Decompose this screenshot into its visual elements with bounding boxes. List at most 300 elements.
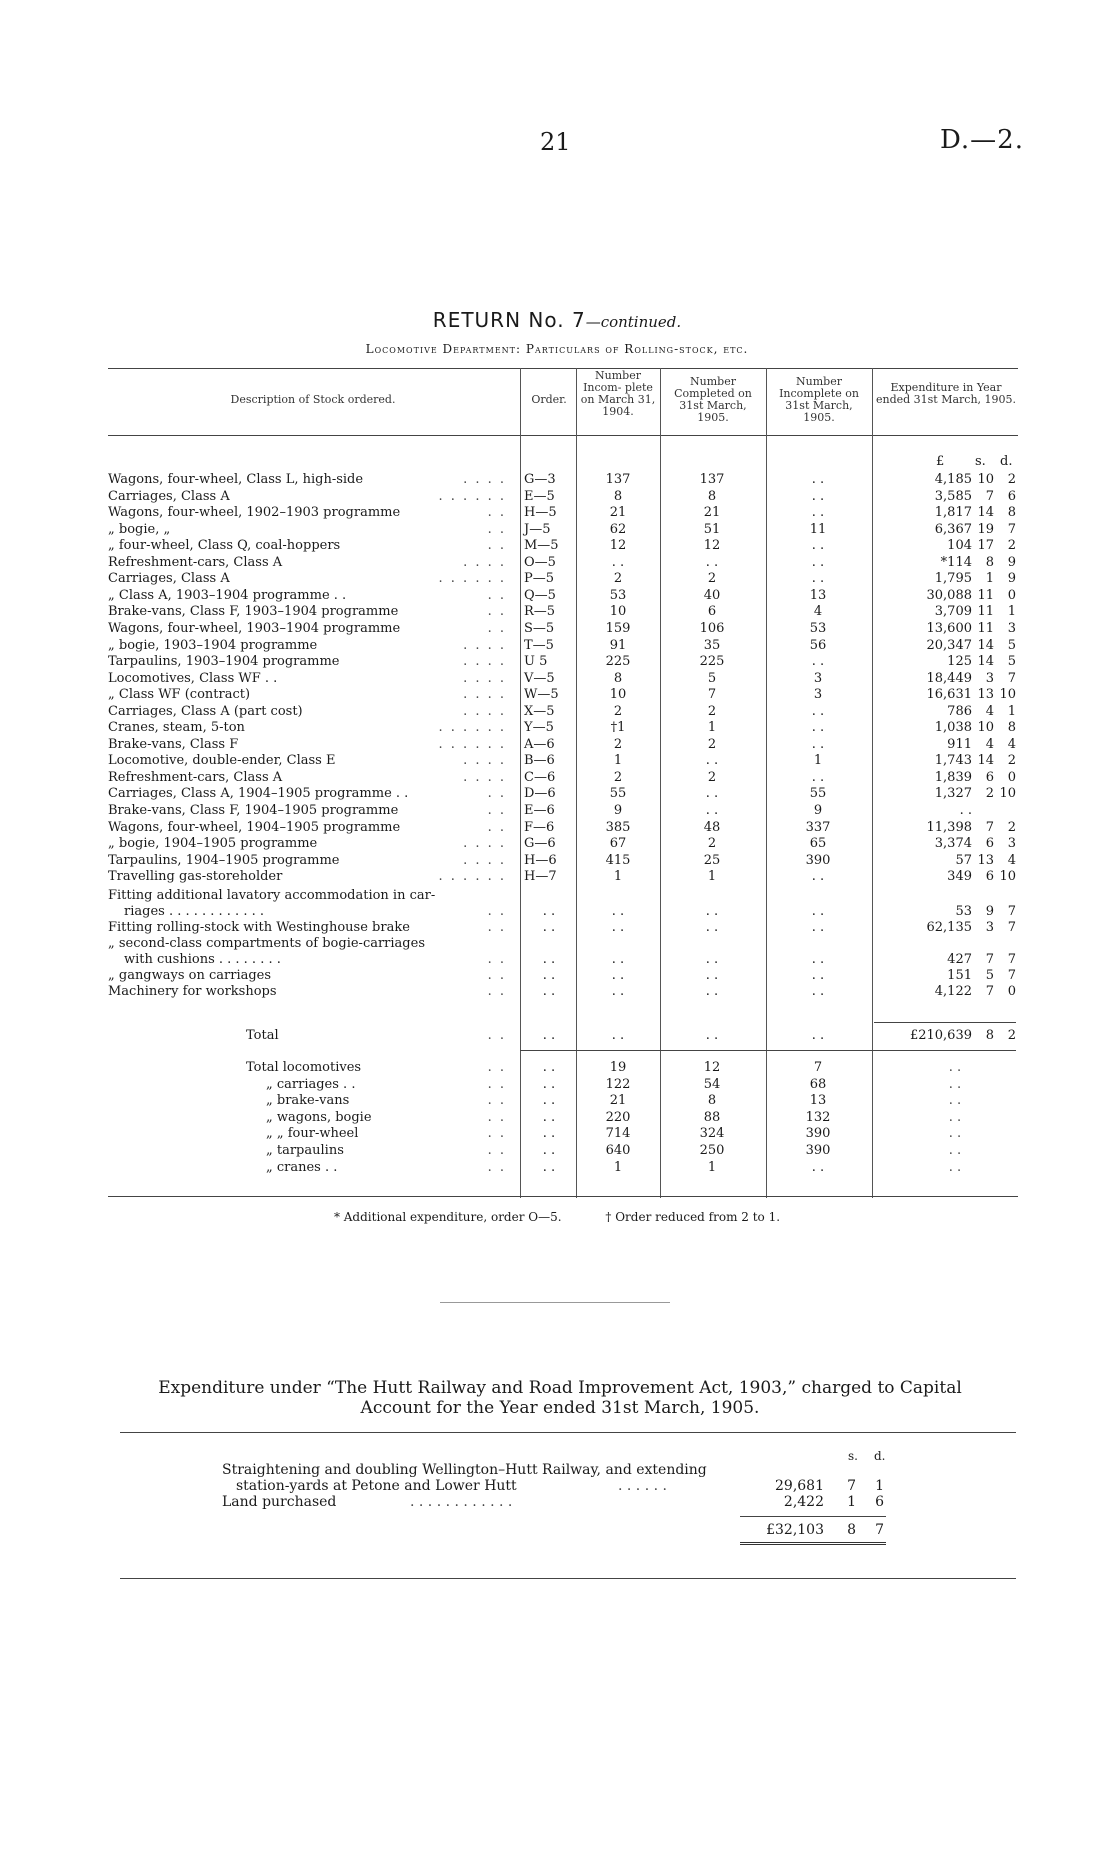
- cell-incomplete-1904: 9: [613, 803, 623, 818]
- cell-completed: 6: [707, 604, 717, 620]
- cell-order: H—7: [524, 869, 557, 885]
- cell-pounds: . .: [959, 803, 972, 818]
- cell-description-continued: with cushions . . . . . . . .: [124, 952, 281, 967]
- leader-dots: . .: [487, 803, 506, 818]
- cell-incomplete-1904: 55: [609, 786, 627, 802]
- table-row: [0, 704, 1114, 720]
- cell-completed: 40: [703, 587, 721, 603]
- table-row: [0, 621, 1114, 637]
- cell-incomplete-1904: 122: [605, 1076, 631, 1092]
- cell-incomplete-1905: 7: [813, 1060, 823, 1075]
- cell-order: . .: [542, 952, 556, 967]
- cell-completed: 88: [703, 1109, 721, 1125]
- column-header-order: Order.: [531, 393, 567, 406]
- cell-completed: . .: [705, 753, 719, 769]
- cell-order: G—3: [524, 472, 556, 487]
- table-row: [0, 853, 1114, 869]
- cell-incomplete-1904: 2: [613, 571, 623, 587]
- total-shillings: 8: [985, 1028, 994, 1043]
- currency-header-row: [0, 454, 1114, 470]
- cell-incomplete-1905: 132: [805, 1109, 831, 1125]
- cell-pence: 10: [999, 687, 1016, 703]
- cell-completed: 225: [699, 654, 725, 670]
- cell-incomplete-1904: 220: [605, 1109, 631, 1125]
- cell-order: P—5: [524, 571, 555, 587]
- cell-pounds: 4,122: [934, 984, 972, 999]
- cell-order: . .: [542, 984, 556, 999]
- cell-incomplete-1905: . .: [811, 703, 825, 719]
- leader-dots: . .: [487, 587, 506, 603]
- cell-incomplete-1905: . .: [811, 720, 825, 736]
- exp-total-pounds: £32,103: [766, 1522, 824, 1538]
- expenditure-title-line2: Account for the Year ended 31st March, 1905.: [360, 1398, 760, 1418]
- cell-pounds: 53: [955, 904, 972, 919]
- table-row: [0, 920, 1114, 936]
- cell-incomplete-1905: 13: [809, 1093, 827, 1109]
- totals-label: „ carriages . .: [266, 1076, 356, 1092]
- cell-pence: 1: [1007, 703, 1016, 719]
- cell-pounds: 13,600: [926, 620, 972, 636]
- cell-incomplete-1905: 390: [805, 1143, 831, 1158]
- cell-incomplete-1904: . .: [611, 984, 625, 999]
- table-row: [0, 588, 1114, 604]
- cell-description: Wagons, four-wheel, 1902–1903 programme: [108, 505, 401, 521]
- exp-item2-pence: 6: [875, 1494, 884, 1510]
- leader-dots: . .: [487, 538, 506, 554]
- cell-description: Machinery for workshops: [108, 984, 277, 999]
- cell-pounds: 30,088: [926, 587, 972, 603]
- leader-dots: . . . .: [463, 687, 506, 703]
- cell-pence: 7: [1007, 968, 1016, 983]
- total-row: [0, 1028, 1114, 1044]
- cell-incomplete-1905: . .: [811, 488, 825, 504]
- cell-shillings: 14: [977, 654, 994, 670]
- cell-expenditure: . .: [948, 1093, 962, 1109]
- cell-description: Refreshment-cars, Class A: [108, 769, 283, 785]
- table-row: [0, 753, 1114, 769]
- cell-incomplete-1904: 8: [613, 670, 623, 686]
- leader-dots: . .: [487, 1060, 506, 1075]
- cell-completed: 8: [707, 488, 717, 504]
- cell-pence: 5: [1007, 654, 1016, 670]
- cell-description: Wagons, four-wheel, 1903–1904 programme: [108, 620, 401, 636]
- cell-order: . .: [542, 1028, 556, 1043]
- table-row: [0, 904, 1114, 920]
- cell-description: Carriages, Class A (part cost): [108, 703, 303, 719]
- cell-order: E—6: [524, 803, 555, 818]
- table-row: [0, 984, 1114, 1000]
- cell-expenditure: . .: [948, 1060, 962, 1075]
- cell-shillings: 5: [985, 968, 994, 983]
- totals-row: [0, 1126, 1114, 1142]
- cell-order: . .: [542, 1159, 556, 1175]
- table-row: [0, 968, 1114, 984]
- cell-description: Carriages, Class A: [108, 571, 230, 587]
- cell-order: V—5: [524, 670, 555, 686]
- cell-incomplete-1904: . .: [611, 952, 625, 967]
- expenditure-bottom-rule: [120, 1578, 1016, 1579]
- totals-label: „ brake-vans: [266, 1093, 350, 1109]
- cell-completed: . .: [705, 803, 719, 818]
- cell-description: „ gangways on carriages: [108, 968, 272, 983]
- cell-incomplete-1905: . .: [811, 736, 825, 752]
- cell-incomplete-1905: 13: [809, 587, 827, 603]
- table-row: [0, 803, 1114, 819]
- cell-shillings: 17: [977, 538, 994, 554]
- cell-shillings: 8: [985, 554, 994, 570]
- cell-order: X—5: [524, 703, 555, 719]
- cell-completed: 1: [707, 1159, 717, 1175]
- table-row: [0, 820, 1114, 836]
- cell-incomplete-1904: . .: [611, 554, 625, 570]
- exp-item1-pence: 1: [875, 1478, 884, 1494]
- pence-symbol: d.: [1000, 454, 1013, 469]
- cell-pounds: 11,398: [926, 819, 972, 835]
- cell-completed: 2: [707, 703, 717, 719]
- cell-pence: 10: [999, 869, 1016, 885]
- shillings-symbol: s.: [975, 454, 986, 469]
- cell-completed: 324: [699, 1126, 725, 1142]
- cell-incomplete-1905: 65: [809, 836, 827, 852]
- cell-shillings: 7: [985, 952, 994, 967]
- table-row: [0, 671, 1114, 687]
- cell-completed: . .: [705, 904, 719, 919]
- cell-incomplete-1905: . .: [811, 1028, 825, 1043]
- leader-dots: . .: [487, 920, 506, 935]
- cell-pence: 4: [1007, 852, 1016, 868]
- cell-completed: 25: [703, 852, 721, 868]
- cell-incomplete-1905: 9: [813, 803, 823, 818]
- cell-description: Wagons, four-wheel, Class L, high-side: [108, 472, 364, 487]
- leader-dots: . . . .: [463, 637, 506, 653]
- cell-pounds: 16,631: [926, 687, 972, 703]
- cell-incomplete-1904: 91: [609, 637, 627, 653]
- cell-order: R—5: [524, 604, 556, 620]
- cell-completed: 5: [707, 670, 717, 686]
- cell-shillings: 3: [985, 920, 994, 935]
- cell-completed: . .: [705, 786, 719, 802]
- table-row: [0, 720, 1114, 736]
- cell-completed: 106: [699, 620, 725, 636]
- cell-pence: 8: [1007, 505, 1016, 521]
- cell-completed: . .: [705, 968, 719, 983]
- table-top-rule: [108, 368, 1018, 369]
- cell-pence: 7: [1007, 920, 1016, 935]
- exp-col-s: s.: [848, 1449, 858, 1463]
- cell-pence: 9: [1007, 554, 1016, 570]
- cell-shillings: 11: [977, 587, 994, 603]
- cell-shillings: 7: [985, 819, 994, 835]
- cell-shillings: 13: [977, 852, 994, 868]
- cell-order: . .: [542, 1060, 556, 1075]
- table-row: [0, 555, 1114, 571]
- return-title-suffix: —continued.: [585, 313, 682, 331]
- table-row: [0, 538, 1114, 554]
- cell-incomplete-1904: 2: [613, 736, 623, 752]
- table-row: [0, 952, 1114, 968]
- cell-completed: 7: [707, 687, 717, 703]
- leader-dots: . . . . . . . . . . . .: [410, 1494, 513, 1510]
- leader-dots: . . . .: [463, 703, 506, 719]
- cell-shillings: 14: [977, 505, 994, 521]
- cell-completed: 2: [707, 836, 717, 852]
- cell-shillings: 13: [977, 687, 994, 703]
- exp-item2-pounds: 2,422: [783, 1494, 824, 1510]
- cell-incomplete-1905: 390: [805, 1126, 831, 1142]
- cell-pence: 6: [1007, 488, 1016, 504]
- cell-description: Carriages, Class A, 1904–1905 programme . .: [108, 786, 409, 802]
- cell-incomplete-1904: 1: [613, 753, 623, 769]
- cell-incomplete-1904: 21: [609, 1093, 627, 1109]
- cell-pounds: 4,185: [934, 472, 972, 487]
- expenditure-top-rule: [120, 1432, 1016, 1433]
- table-row: [0, 522, 1114, 538]
- cell-pounds: 1,795: [934, 571, 972, 587]
- cell-completed: 250: [699, 1143, 725, 1158]
- cell-incomplete-1905: . .: [811, 952, 825, 967]
- table-row: [0, 472, 1114, 488]
- cell-description: Brake-vans, Class F, 1904–1905 programme: [108, 803, 399, 818]
- cell-completed: 2: [707, 769, 717, 785]
- cell-expenditure: . .: [948, 1109, 962, 1125]
- cell-pounds: 1,839: [934, 769, 972, 785]
- exp-col-d: d.: [874, 1449, 886, 1463]
- cell-completed: 21: [703, 505, 721, 521]
- cell-order: . .: [542, 1093, 556, 1109]
- cell-description: Brake-vans, Class F, 1903–1904 programme: [108, 604, 399, 620]
- exp-item2-label: Land purchased: [222, 1494, 337, 1510]
- cell-incomplete-1904: 2: [613, 769, 623, 785]
- column-header-completed: Number Completed on 31st March, 1905.: [674, 375, 752, 424]
- cell-expenditure: . .: [948, 1143, 962, 1158]
- cell-pounds: 3,374: [934, 836, 972, 852]
- cell-shillings: 7: [985, 488, 994, 504]
- leader-dots: . .: [487, 1076, 506, 1092]
- cell-incomplete-1904: 159: [605, 620, 631, 636]
- totals-rule: [520, 1050, 1016, 1051]
- cell-shillings: 6: [985, 769, 994, 785]
- cell-pounds: 1,327: [934, 786, 972, 802]
- cell-order: . .: [542, 904, 556, 919]
- cell-incomplete-1904: †1: [610, 720, 626, 736]
- leader-dots: . . . .: [463, 670, 506, 686]
- cell-shillings: 11: [977, 620, 994, 636]
- cell-incomplete-1904: 714: [605, 1126, 631, 1142]
- column-header-description: Description of Stock ordered.: [230, 393, 396, 406]
- table-row: [0, 489, 1114, 505]
- cell-pence: 2: [1007, 753, 1016, 769]
- totals-label: „ cranes . .: [266, 1159, 338, 1175]
- leader-dots: . . . .: [463, 852, 506, 868]
- cell-order: . .: [542, 920, 556, 935]
- exp-item2-shillings: 1: [847, 1494, 856, 1510]
- cell-order: Q—5: [524, 587, 556, 603]
- header-bottom-rule: [108, 435, 1018, 436]
- cell-shillings: 2: [985, 786, 994, 802]
- cell-pounds: 1,817: [934, 505, 972, 521]
- separator: [440, 1302, 670, 1303]
- cell-description: Fitting additional lavatory accommodation in car-: [108, 888, 436, 903]
- leader-dots: . . . . . .: [618, 1478, 667, 1494]
- leader-dots: . . . . . .: [438, 571, 506, 587]
- cell-order: J—5: [524, 521, 551, 537]
- cell-description: Wagons, four-wheel, 1904–1905 programme: [108, 819, 401, 835]
- cell-completed: 8: [707, 1093, 717, 1109]
- expenditure-title: [110, 1378, 1010, 1418]
- cell-description: Cranes, steam, 5-ton: [108, 720, 245, 736]
- column-header-incomplete-1905: Number Incomplete on 31st March, 1905.: [779, 375, 859, 424]
- totals-row: [0, 1060, 1114, 1076]
- table-row: [0, 571, 1114, 587]
- leader-dots: . .: [487, 505, 506, 521]
- department-subtitle: Locomotive Department: Particulars of Rolling-stock, etc.: [365, 342, 749, 356]
- cell-incomplete-1904: 62: [609, 521, 627, 537]
- cell-shillings: 1: [985, 571, 994, 587]
- column-header-expenditure: Expenditure in Year ended 31st March, 1905.: [875, 381, 1017, 406]
- leader-dots: . . . . . .: [438, 736, 506, 752]
- leader-dots: . .: [487, 904, 506, 919]
- cell-incomplete-1904: . .: [611, 920, 625, 935]
- leader-dots: . .: [487, 984, 506, 999]
- column-header-incomplete-1904: Number Incom- plete on March 31, 1904.: [580, 369, 656, 418]
- leader-dots: . . . .: [463, 769, 506, 785]
- return-title-main: RETURN No. 7: [432, 308, 586, 332]
- leader-dots: . .: [487, 1143, 506, 1158]
- cell-shillings: 6: [985, 836, 994, 852]
- cell-pounds: 349: [947, 869, 972, 885]
- cell-description: „ Class A, 1903–1904 programme . .: [108, 587, 347, 603]
- cell-description: „ second-class compartments of bogie-carriages: [108, 936, 425, 951]
- cell-incomplete-1905: 390: [805, 852, 831, 868]
- table-row: [0, 786, 1114, 802]
- totals-row: [0, 1077, 1114, 1093]
- leader-dots: . .: [487, 968, 506, 983]
- cell-description: Travelling gas-storeholder: [108, 869, 283, 885]
- footnotes: [0, 1210, 1114, 1224]
- exp-item1-pounds: 29,681: [775, 1478, 824, 1494]
- cell-pence: 8: [1007, 720, 1016, 736]
- leader-dots: . .: [487, 620, 506, 636]
- cell-pounds: 151: [947, 968, 972, 983]
- cell-description: Tarpaulins, 1904–1905 programme: [108, 852, 340, 868]
- pound-symbol: £: [936, 454, 945, 469]
- cell-pounds: 62,135: [926, 920, 972, 935]
- cell-shillings: 6: [985, 869, 994, 885]
- cell-order: S—5: [524, 620, 555, 636]
- leader-dots: . .: [487, 1093, 506, 1109]
- cell-pence: 3: [1007, 620, 1016, 636]
- cell-description: „ Class WF (contract): [108, 687, 251, 703]
- totals-label: Total locomotives: [246, 1060, 362, 1075]
- leader-dots: . .: [487, 1126, 506, 1142]
- cell-order: . .: [542, 1076, 556, 1092]
- table-row: [0, 638, 1114, 654]
- cell-order: B—6: [524, 753, 555, 769]
- cell-completed: 35: [703, 637, 721, 653]
- cell-incomplete-1904: 19: [609, 1060, 627, 1075]
- cell-description: Fitting rolling-stock with Westinghouse brake: [108, 920, 410, 935]
- cell-shillings: 19: [977, 521, 994, 537]
- cell-incomplete-1905: 68: [809, 1076, 827, 1092]
- cell-incomplete-1904: 10: [609, 604, 627, 620]
- table-bottom-rule: [108, 1196, 1018, 1197]
- cell-incomplete-1904: 640: [605, 1143, 631, 1158]
- cell-incomplete-1904: 8: [613, 488, 623, 504]
- leader-dots: . . . .: [463, 554, 506, 570]
- cell-order: E—5: [524, 488, 555, 504]
- table-row: [0, 936, 1114, 952]
- cell-completed: . .: [705, 984, 719, 999]
- cell-incomplete-1904: 12: [609, 538, 627, 554]
- cell-description: Tarpaulins, 1903–1904 programme: [108, 654, 340, 670]
- totals-row: [0, 1160, 1114, 1176]
- cell-pence: 2: [1007, 819, 1016, 835]
- cell-description: „ bogie, „: [108, 521, 171, 537]
- cell-description: Refreshment-cars, Class A: [108, 554, 283, 570]
- leader-dots: . . . . . .: [438, 720, 506, 736]
- cell-description: Carriages, Class A: [108, 488, 230, 504]
- cell-incomplete-1904: 53: [609, 587, 627, 603]
- cell-pounds: 786: [947, 703, 972, 719]
- cell-expenditure: . .: [948, 1076, 962, 1092]
- table-row: [0, 737, 1114, 753]
- cell-incomplete-1905: . .: [811, 538, 825, 554]
- cell-completed: 2: [707, 571, 717, 587]
- cell-order: T—5: [524, 637, 554, 653]
- cell-incomplete-1905: . .: [811, 554, 825, 570]
- cell-pounds: 18,449: [926, 670, 972, 686]
- table-row: [0, 654, 1114, 670]
- cell-incomplete-1905: 55: [809, 786, 827, 802]
- cell-pence: 7: [1007, 521, 1016, 537]
- cell-incomplete-1904: 225: [605, 654, 631, 670]
- cell-order: O—5: [524, 554, 556, 570]
- leader-dots: . .: [487, 786, 506, 802]
- totals-row: [0, 1110, 1114, 1126]
- totals-label: „ „ four-wheel: [266, 1126, 359, 1142]
- cell-shillings: 10: [977, 472, 994, 487]
- return-title: [0, 308, 1114, 332]
- cell-incomplete-1905: . .: [811, 769, 825, 785]
- cell-description-continued: riages . . . . . . . . . . . .: [124, 904, 264, 919]
- cell-pounds: *114: [940, 554, 972, 570]
- cell-order: F—6: [524, 819, 555, 835]
- cell-incomplete-1904: 415: [605, 852, 631, 868]
- cell-completed: . .: [705, 1028, 719, 1043]
- cell-pounds: 20,347: [926, 637, 972, 653]
- cell-pence: 3: [1007, 836, 1016, 852]
- table-row: [0, 888, 1114, 904]
- leader-dots: . .: [487, 952, 506, 967]
- cell-incomplete-1904: 385: [605, 819, 631, 835]
- exp-total-pence: 7: [875, 1522, 884, 1538]
- leader-dots: . . . .: [463, 472, 506, 487]
- cell-pence: 7: [1007, 670, 1016, 686]
- cell-pounds: 1,038: [934, 720, 972, 736]
- leader-dots: . .: [487, 1159, 506, 1175]
- document-reference: D.—2.: [940, 125, 1024, 155]
- footnote-order-reduced: † Order reduced from 2 to 1.: [605, 1210, 781, 1224]
- leader-dots: . .: [487, 1028, 506, 1043]
- cell-pounds: 125: [947, 654, 972, 670]
- leader-dots: . .: [487, 604, 506, 620]
- cell-order: . .: [542, 968, 556, 983]
- cell-completed: 54: [703, 1076, 721, 1092]
- cell-shillings: 4: [985, 736, 994, 752]
- cell-order: M—5: [524, 538, 559, 554]
- cell-incomplete-1905: 1: [813, 753, 823, 769]
- cell-pounds: 427: [947, 952, 972, 967]
